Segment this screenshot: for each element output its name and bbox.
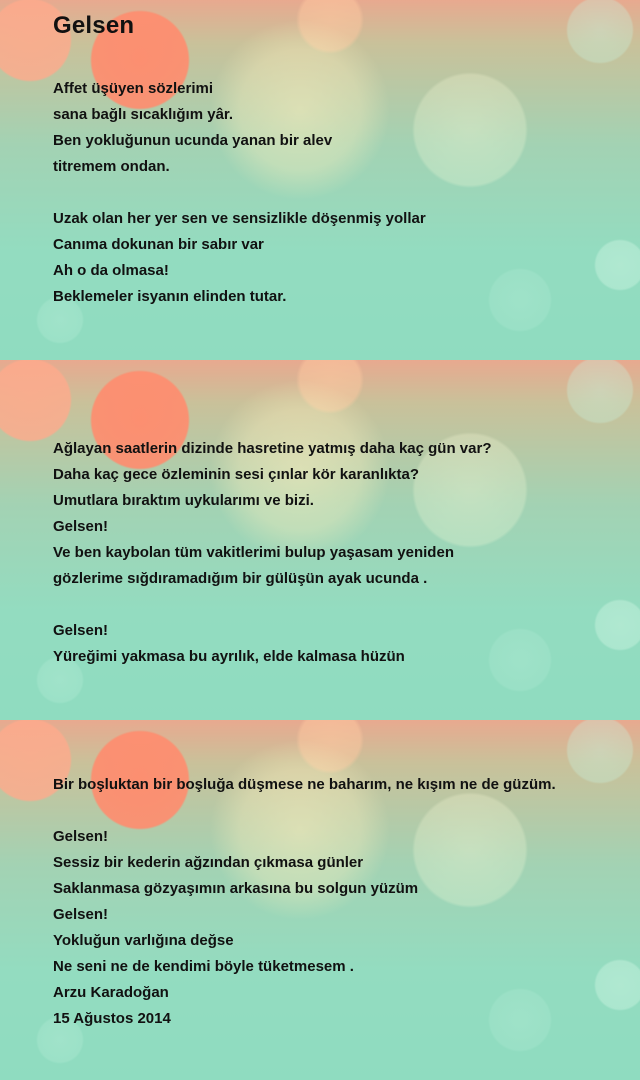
poem-line: Uzak olan her yer sen ve sensizlikle döşenmiş yollar	[53, 210, 426, 227]
poem-line: Affet üşüyen sözlerimi	[53, 80, 214, 97]
poem-title: Gelsen	[53, 12, 135, 39]
poem-line: Gelsen!	[53, 828, 109, 845]
stanza-2	[53, 436, 492, 670]
poem-date: 15 Ağustos 2014	[53, 1010, 171, 1027]
poem-line: Beklemeler isyanın elinden tutar.	[53, 288, 287, 305]
poem-line: Canıma dokunan bir sabır var	[53, 236, 264, 253]
poem-line: Yüreğimi yakmasa bu ayrılık, elde kalmasa hüzün	[53, 648, 405, 665]
poem-line: Ve ben kaybolan tüm vakitlerimi bulup yaşasam yeniden	[53, 544, 454, 561]
stanza-gap	[53, 592, 492, 618]
poem-line: Sessiz bir kederin ağzından çıkmasa günler	[53, 854, 364, 871]
poem-line: Daha kaç gece özleminin sesi çınlar kör karanlıkta?	[53, 466, 419, 483]
stanza-gap	[53, 180, 426, 206]
poem-line: Ben yokluğunun ucunda yanan bir alev	[53, 132, 333, 149]
poem-panel-2	[0, 360, 640, 720]
poem-line: titremem ondan.	[53, 158, 170, 175]
stanza-gap	[53, 798, 556, 824]
poem-line: Yokluğun varlığına değse	[53, 932, 234, 949]
poem-panel-1	[0, 0, 640, 360]
poem-line: Ağlayan saatlerin dizinde hasretine yatmış daha kaç gün var?	[53, 440, 492, 457]
poem-line: Ah o da olmasa!	[53, 262, 169, 279]
poem-author: Arzu Karadoğan	[53, 984, 169, 1001]
poem-line: gözlerime sığdıramadığım bir gülüşün ayak ucunda .	[53, 570, 428, 587]
poem-line: Saklanmasa gözyaşımın arkasına bu solgun yüzüm	[53, 880, 419, 897]
stanza-3	[53, 772, 556, 1032]
poem-line: Gelsen!	[53, 518, 109, 535]
poem-line: Umutlara bıraktım uykularımı ve bizi.	[53, 492, 314, 509]
poem-line: Gelsen!	[53, 906, 109, 923]
poem-line: sana bağlı sıcaklığım yâr.	[53, 106, 234, 123]
stanza-1	[53, 76, 426, 310]
poem-line: Bir boşluktan bir boşluğa düşmese ne baharım, ne kışım ne de güzüm.	[53, 776, 556, 793]
poem-panel-3	[0, 720, 640, 1080]
poem-line: Ne seni ne de kendimi böyle tüketmesem .	[53, 958, 354, 975]
poem-line: Gelsen!	[53, 622, 109, 639]
